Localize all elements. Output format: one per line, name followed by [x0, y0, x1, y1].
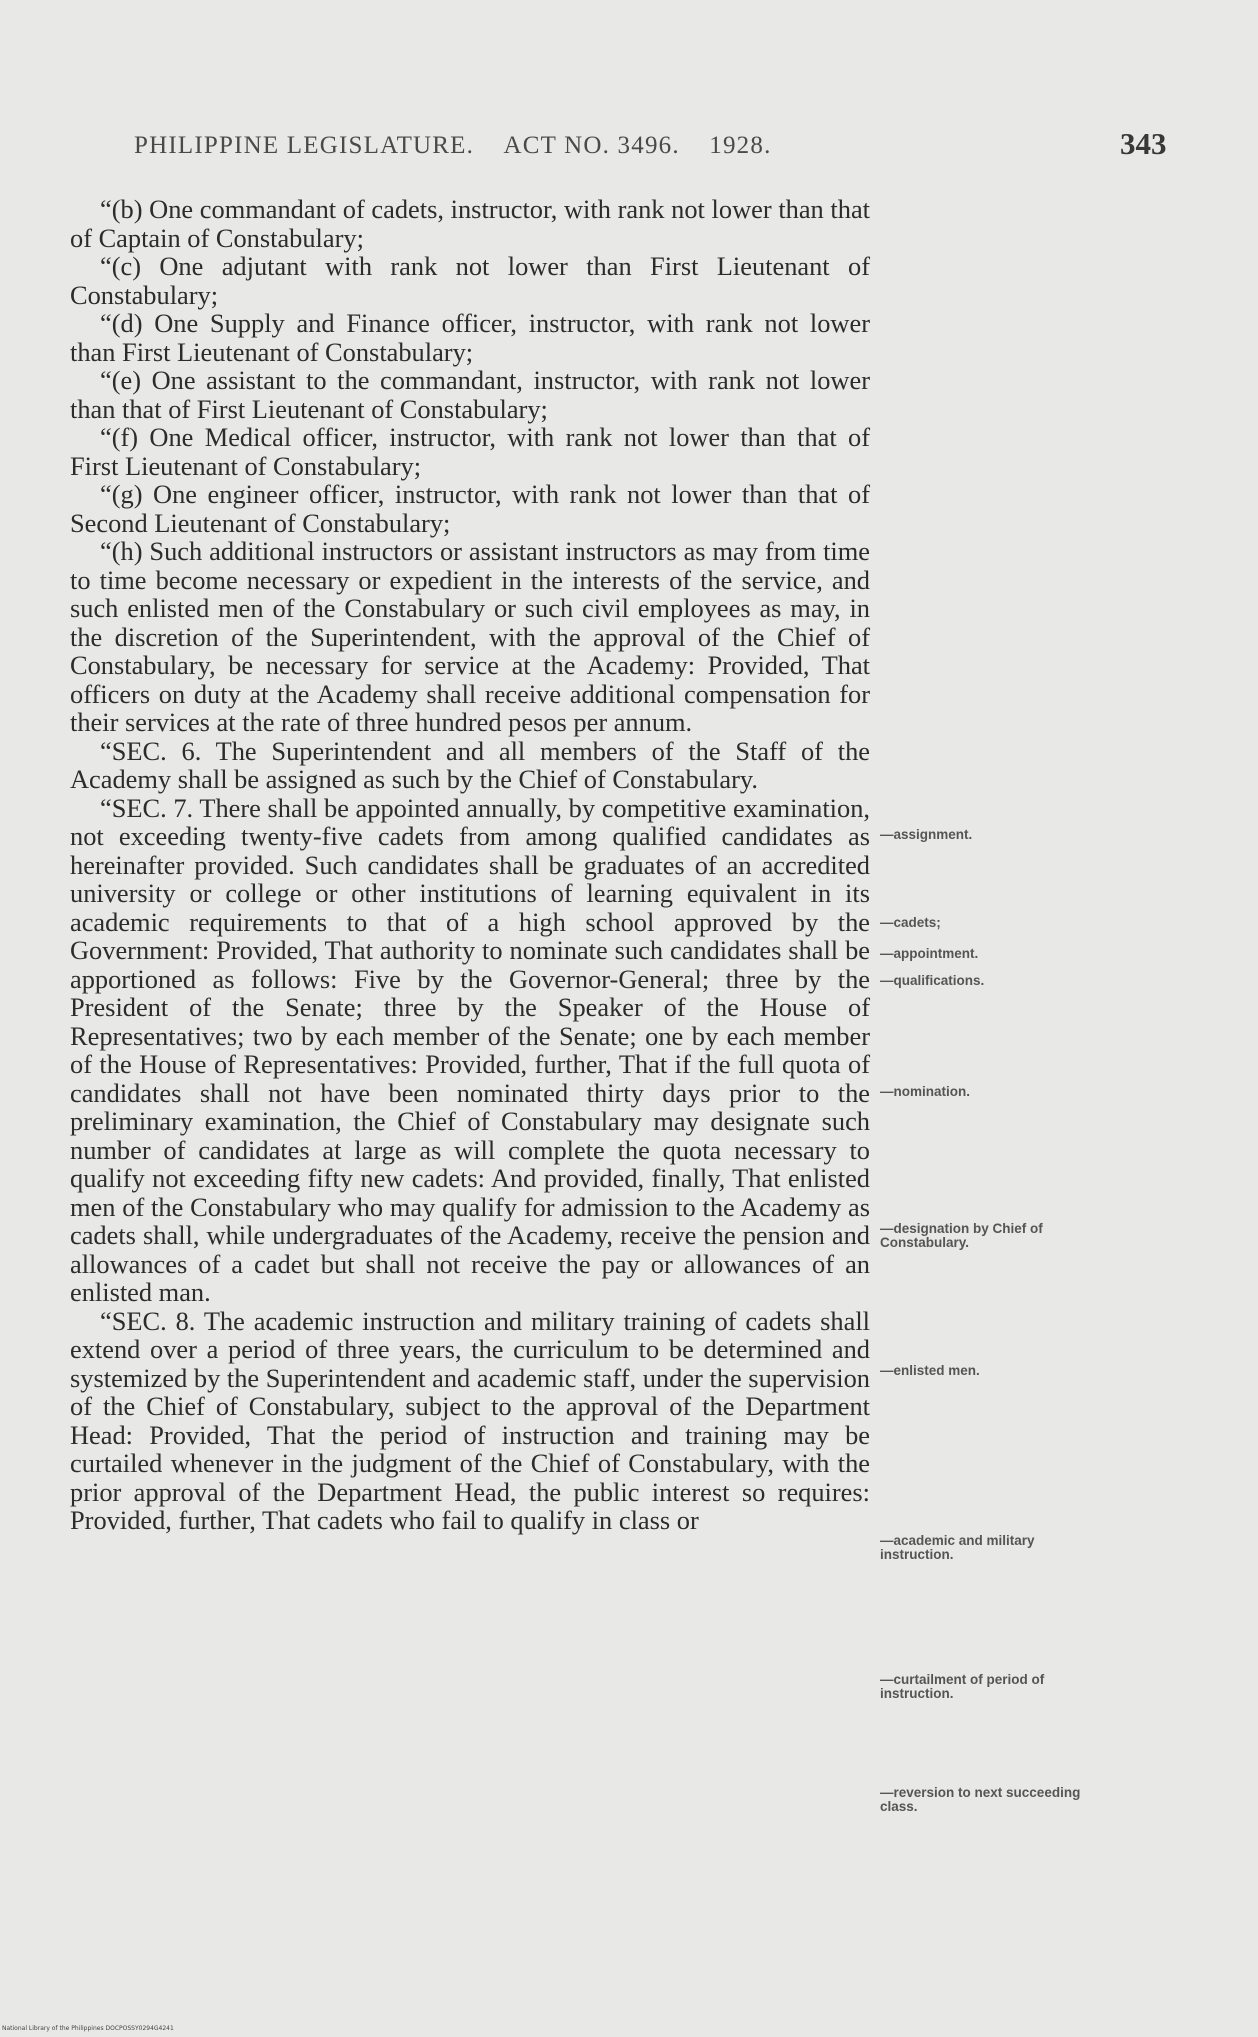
section-7: “SEC. 7. There shall be appointed annually, by competitive examination, not exceeding twenty-five cadets from among qualified candidates as hereinafter provided. Such candidates shall be graduates of an accredited university or college or other institutions of learning equivalent in its academic requirements to that of a high school approved by the Government: Provided, That authority to nominate such candidates shall be apportioned as follows: Five by the Governor-General; three by the President of the Senate; three by the Speaker of the House of Representatives; two by each member of the Senate; one by each member of the House of Representatives: Provided, further, That if the full quota of candidates shall not have been nominated thirty days prior to the preliminary examination, the Chief of Constabulary may designate such number of candidates at large as will complete the quota necessary to qualify not exceeding fifty new cadets: And provided, finally, That enlisted men of the Constabulary who may qualify for admission to the Academy as cadets shall, while undergraduates of the Academy, receive the pension and allowances of a cadet but shall not receive the pay or allowances of an enlisted man. — [70, 792, 870, 1307]
margin-note-designation: —designation by Chief of Constabulary. — [880, 1221, 1043, 1250]
page-number: 343 — [1120, 126, 1167, 161]
clause-g: “(g) One engineer officer, instructor, with rank not lower than that of Second Lieutenant of Constabulary; — [70, 479, 870, 538]
scan-footer: National Library of the Philippines DOCPOSSY0294G4241 — [2, 2025, 174, 2032]
margin-note-assignment: —assignment. — [880, 827, 973, 842]
margin-note-nomination: —nomination. — [880, 1084, 970, 1099]
running-head — [134, 132, 794, 160]
margin-note-cadets: —cadets; — [880, 915, 941, 930]
clause-e: “(e) One assistant to the commandant, instructor, with rank not lower than that of First Lieutenant of Constabulary; — [70, 365, 870, 424]
clause-h: “(h) Such additional instructors or assistant instructors as may from time to time become necessary or expedient in the interests of the service, and such enlisted men of the Constabulary or such civil employees as may, in the discretion of the Superintendent, with the approval of the Chief of Constabulary, be necessary for service at the Academy: Provided, That officers on duty at the Academy shall receive additional compensation for their services at the rate of three hundred pesos per annum. — [70, 536, 870, 737]
clause-d: “(d) One Supply and Finance officer, instructor, with rank not lower than First Lieutenant of Constabulary; — [70, 308, 870, 367]
running-head-act: ACT NO. 3496. — [503, 132, 680, 159]
running-head-year: 1928. — [709, 132, 772, 159]
margin-note-enlisted-men: —enlisted men. — [880, 1363, 980, 1378]
margin-note-curtailment: —curtailment of period of instruction. — [880, 1672, 1045, 1701]
section-8: “SEC. 8. The academic instruction and military training of cadets shall extend over a period of three years, the curriculum to be determined and systemized by the Superintendent and academic staff, under the supervision of the Chief of Constabulary, subject to the approval of the Department Head: Provided, That the period of instruction and training may be curtailed whenever in the judgment of the Chief of Constabulary, with the prior approval of the Department Head, the public interest so requires: Provided, further, That cadets who fail to qualify in class or — [70, 1305, 870, 1535]
section-6: “SEC. 6. The Superintendent and all members of the Staff of the Academy shall be assigned as such by the Chief of Constabulary. — [70, 735, 870, 794]
clause-b: “(b) One commandant of cadets, instructor, with rank not lower than that of Captain of Constabulary; — [70, 194, 870, 253]
clause-c: “(c) One adjutant with rank not lower than First Lieutenant of Constabulary; — [70, 251, 870, 310]
clause-f: “(f) One Medical officer, instructor, with rank not lower than that of First Lieutenant of Constabulary; — [70, 422, 870, 481]
margin-note-academic-instruction: —academic and military instruction. — [880, 1533, 1035, 1562]
body-text — [70, 195, 870, 1535]
margin-note-appointment: —appointment. — [880, 946, 979, 961]
margin-note-qualifications: —qualifications. — [880, 973, 985, 988]
running-head-legislature: PHILIPPINE LEGISLATURE. — [134, 132, 475, 159]
margin-note-reversion: —reversion to next succeeding class. — [880, 1785, 1081, 1814]
